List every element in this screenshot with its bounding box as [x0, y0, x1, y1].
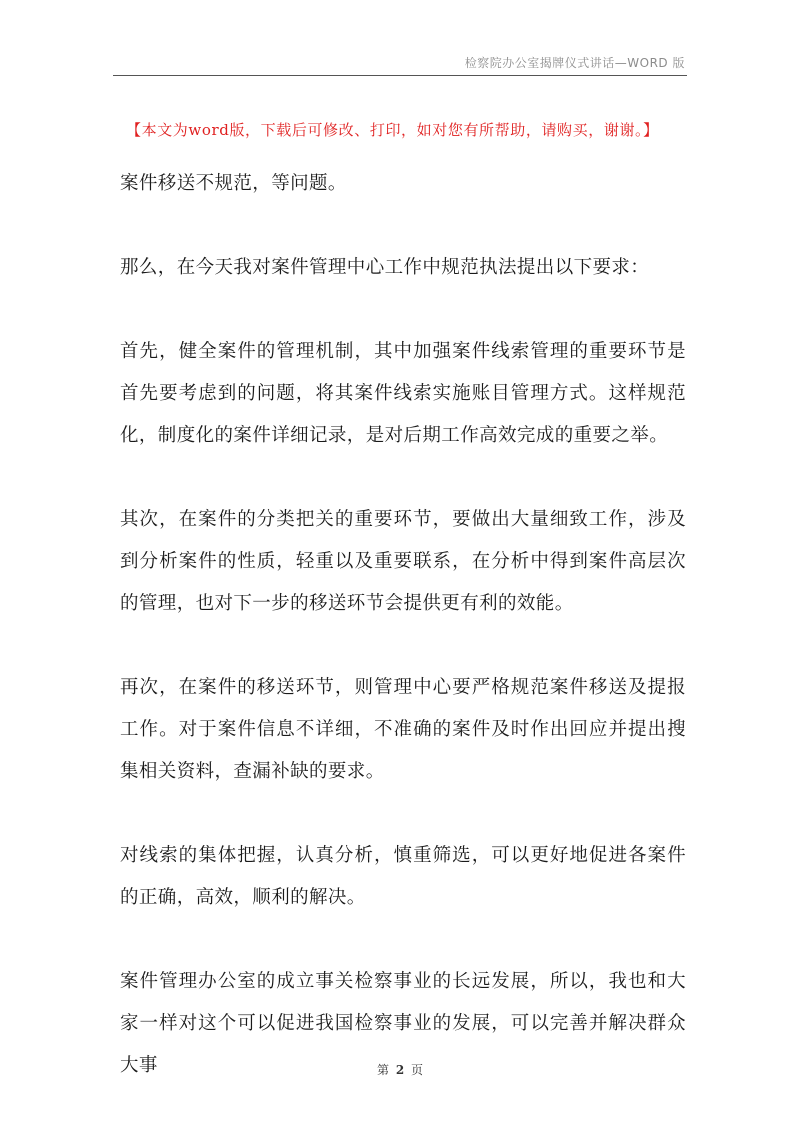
- body-paragraph: 那么，在今天我对案件管理中心工作中规范执法提出以下要求：: [120, 257, 650, 278]
- header-divider: [113, 75, 687, 76]
- body-paragraph: 对线索的集体把握，认真分析，慎重筛选，可以更好地促进各案件的正确，高效，顺利的解决。: [120, 845, 686, 908]
- body-content: [120, 163, 686, 1087]
- page-number-suffix: 页: [411, 1063, 424, 1077]
- running-header: 检察院办公室揭牌仪式讲话—WORD 版: [464, 56, 685, 70]
- page-number-prefix: 第: [376, 1063, 389, 1077]
- page-footer: [0, 1061, 800, 1078]
- body-paragraph: 案件管理办公室的成立事关检察事业的长远发展，所以，我也和大家一样对这个可以促进我国检察事业的发展，可以完善并解决群众大事: [120, 971, 686, 1076]
- body-paragraph: 案件移送不规范，等问题。: [120, 173, 347, 194]
- body-paragraph: 其次，在案件的分类把关的重要环节，要做出大量细致工作，涉及到分析案件的性质，轻重以及重要联系，在分析中得到案件高层次的管理，也对下一步的移送环节会提供更有利的效能。: [120, 509, 686, 614]
- download-notice-banner: 【本文为word版，下载后可修改、打印，如对您有所帮助，请购买，谢谢。】: [126, 121, 659, 139]
- body-paragraph: 再次，在案件的移送环节，则管理中心要严格规范案件移送及提报工作。对于案件信息不详细，不准确的案件及时作出回应并提出搜集相关资料，查漏补缺的要求。: [120, 677, 686, 782]
- body-paragraph: 首先，健全案件的管理机制，其中加强案件线索管理的重要环节是首先要考虑到的问题，将其案件线索实施账目管理方式。这样规范化，制度化的案件详细记录，是对后期工作高效完成的重要之举。: [120, 341, 686, 446]
- page-number: 2: [395, 1063, 405, 1077]
